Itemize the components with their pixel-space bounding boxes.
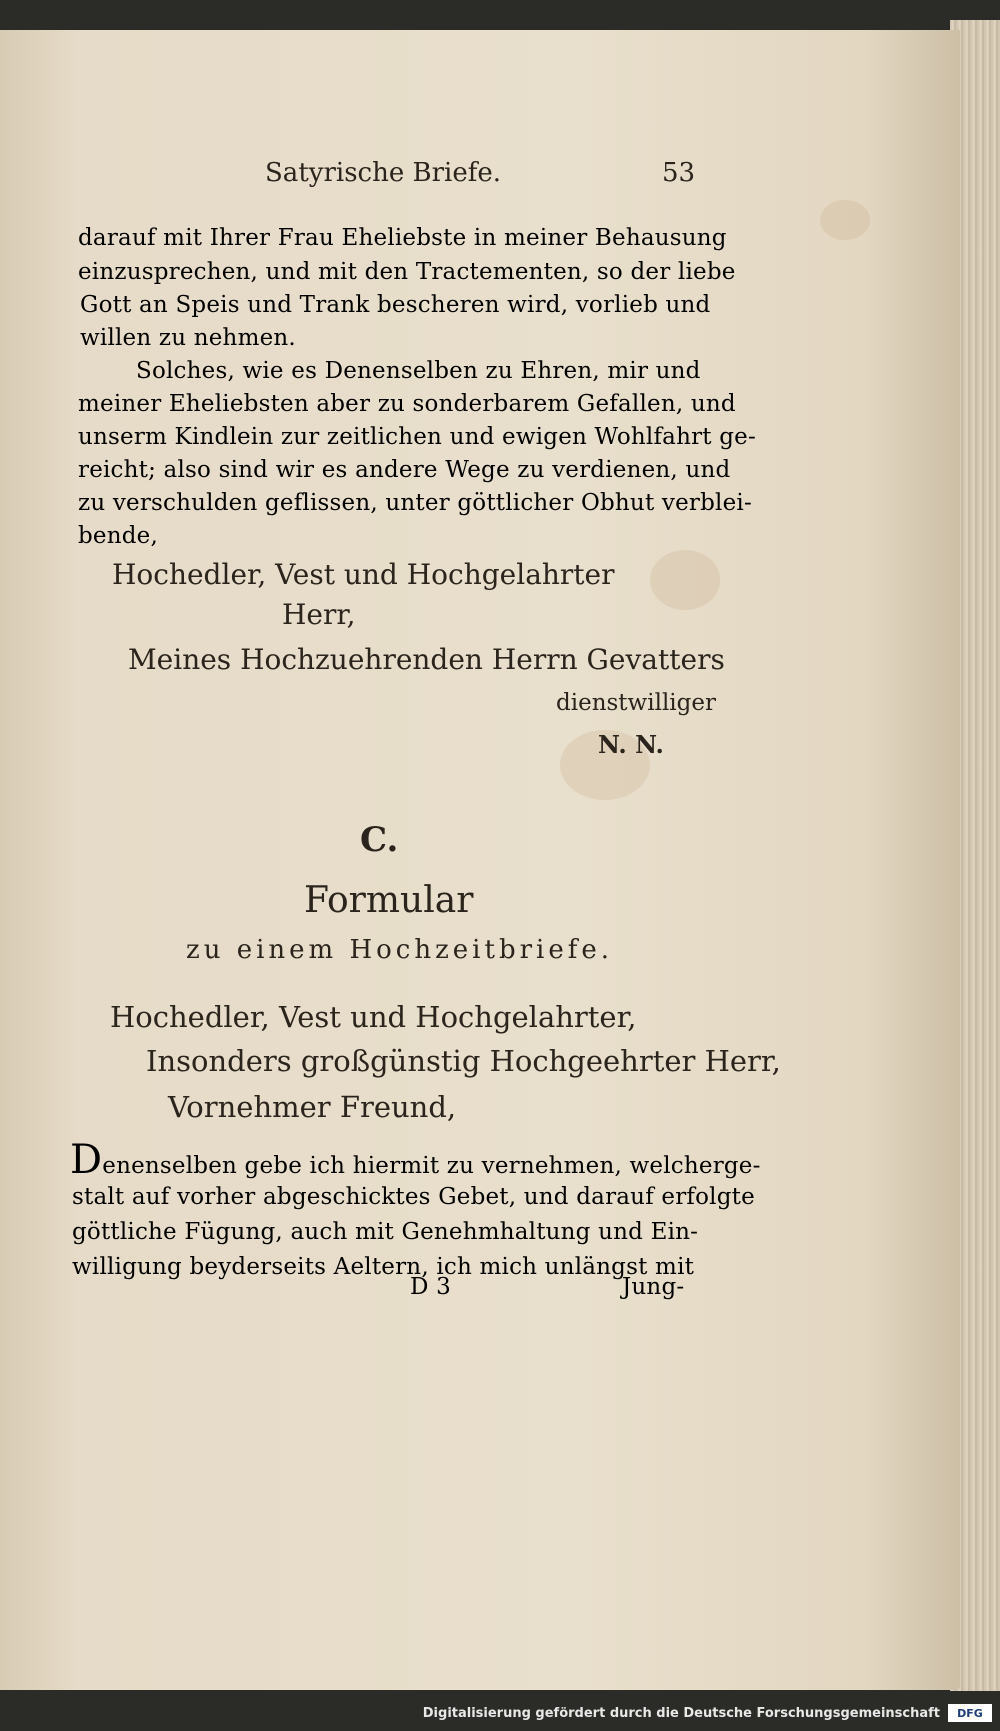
section-letter: C. xyxy=(360,820,399,860)
dfg-logo: DFG xyxy=(948,1704,992,1722)
closing-salutation: Meines Hochzuehrenden Herrn Gevatters xyxy=(128,643,725,676)
section-subtitle: zu einem Hochzeitbriefe. xyxy=(186,935,613,965)
signature-mark: D 3 xyxy=(410,1274,451,1300)
body-line: darauf mit Ihrer Frau Eheliebste in meiner Behausung xyxy=(78,225,727,251)
address-line: Hochedler, Vest und Hochgelahrter, xyxy=(110,1000,637,1034)
paper-stain xyxy=(650,550,720,610)
running-header-title: Satyrische Briefe. xyxy=(265,158,502,188)
letter-line-text: enenselben gebe ich hiermit zu vernehmen, welcherge- xyxy=(102,1153,761,1179)
body-line: einzusprechen, und mit den Tractementen, so der liebe xyxy=(78,259,736,285)
page-number: 53 xyxy=(662,158,696,188)
body-line: zu verschulden geflissen, unter göttlicher Obhut verblei- xyxy=(78,490,752,516)
body-line: willen zu nehmen. xyxy=(80,325,296,351)
body-line: bende, xyxy=(78,523,158,549)
closing-salutation: Herr, xyxy=(282,598,356,631)
letter-line xyxy=(70,1137,761,1183)
digitization-credit: Digitalisierung gefördert durch die Deutsche Forschungsgemeinschaft xyxy=(422,1706,940,1721)
body-line: unserm Kindlein zur zeitlichen und ewigen Wohlfahrt ge- xyxy=(78,424,756,450)
closing-salutation: Hochedler, Vest und Hochgelahrter xyxy=(112,558,615,591)
letter-line: stalt auf vorher abgeschicktes Gebet, und darauf erfolgte xyxy=(72,1184,755,1210)
body-line: meiner Eheliebsten aber zu sonderbarem Gefallen, und xyxy=(78,391,736,417)
catchword: Jung- xyxy=(622,1274,685,1300)
address-line: Vornehmer Freund, xyxy=(168,1090,457,1124)
body-line: Gott an Speis und Trank bescheren wird, vorlieb und xyxy=(80,292,711,318)
letter-line: göttliche Fügung, auch mit Genehmhaltung und Ein- xyxy=(72,1219,699,1245)
letter-line: willigung beyderseits Aeltern, ich mich unlängst mit xyxy=(72,1254,695,1280)
address-line: Insonders großgünstig Hochgeehrter Herr, xyxy=(146,1044,781,1078)
body-line: Solches, wie es Denenselben zu Ehren, mir und xyxy=(136,358,701,384)
closing-signoff: dienstwilliger xyxy=(556,690,716,716)
section-title: Formular xyxy=(304,880,474,921)
drop-capital: D xyxy=(70,1137,103,1183)
closing-signature: N. N. xyxy=(598,730,664,759)
body-line: reicht; also sind wir es andere Wege zu verdienen, und xyxy=(78,457,731,483)
paper-stain xyxy=(820,200,870,240)
